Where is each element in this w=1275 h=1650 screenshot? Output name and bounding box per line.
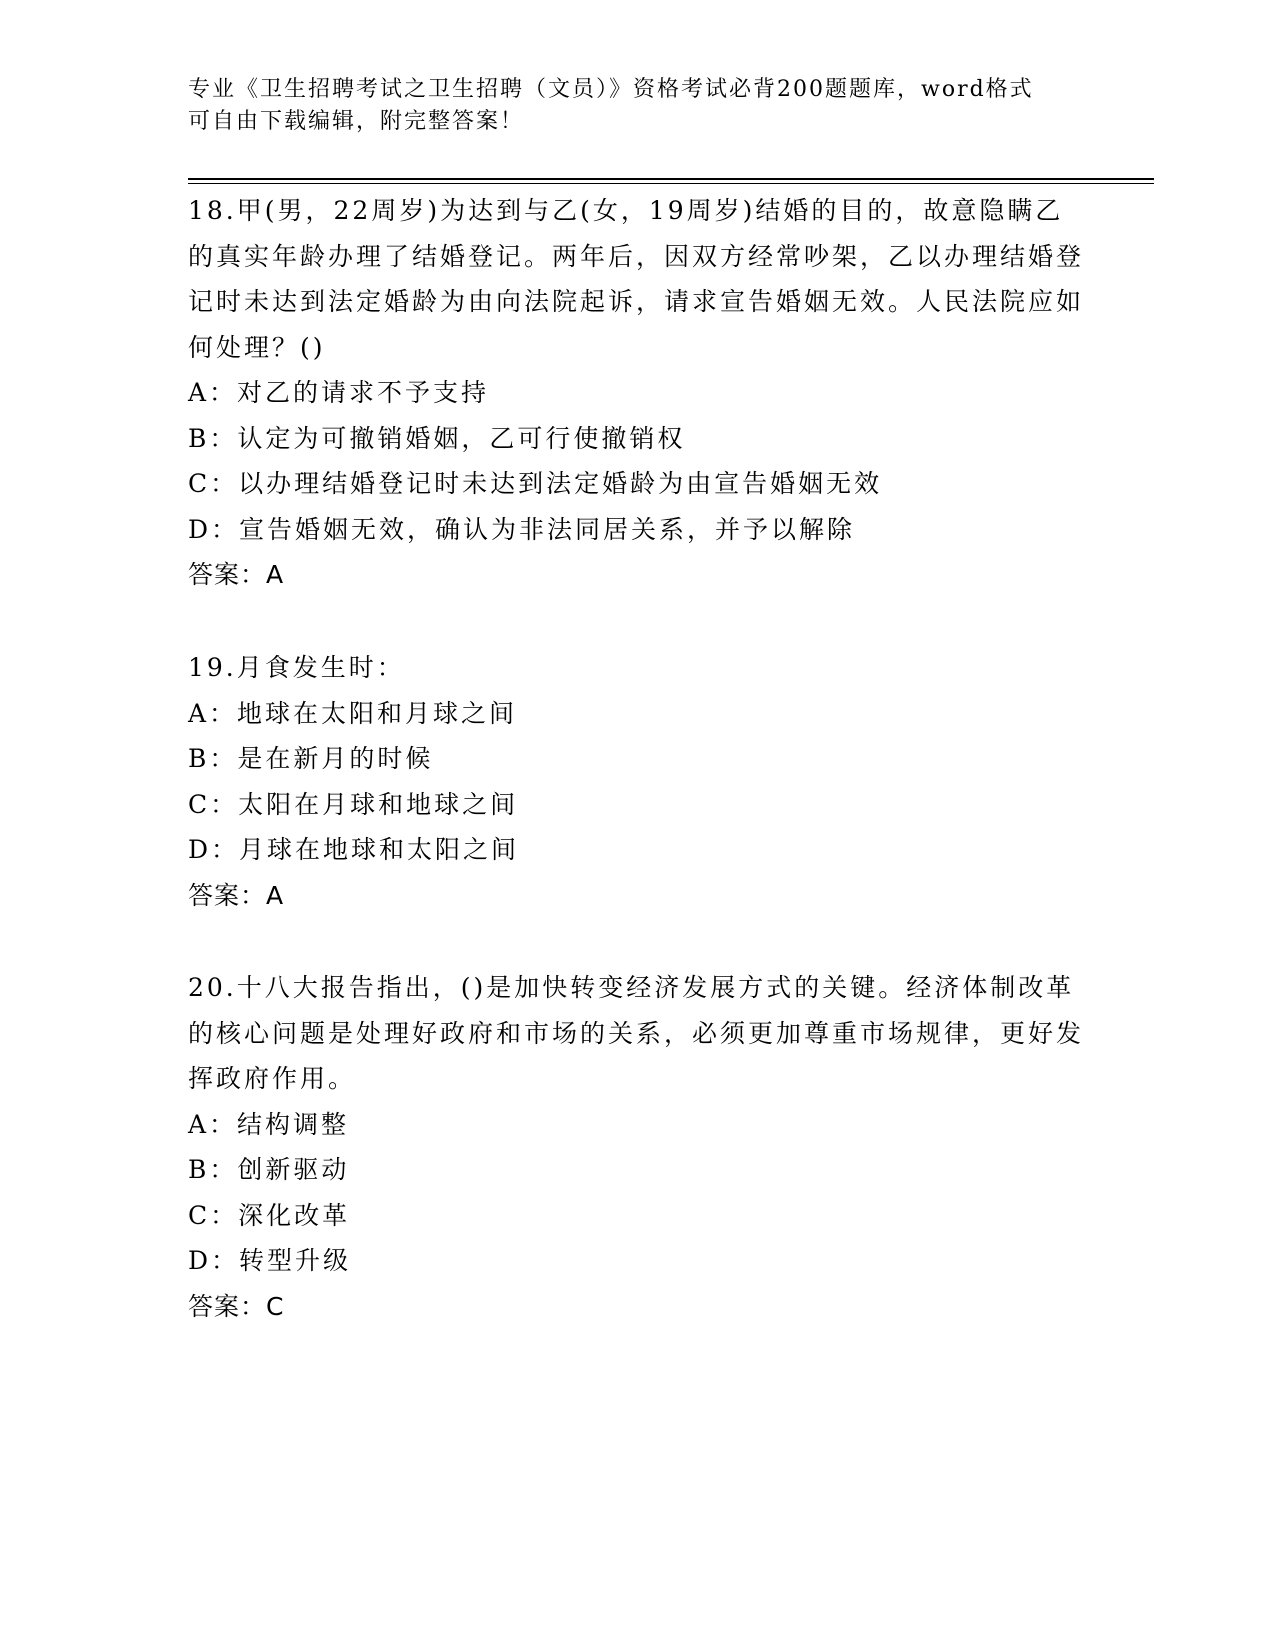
option-a: A：对乙的请求不予支持 bbox=[188, 378, 490, 407]
question-20 bbox=[188, 965, 1088, 1329]
header-line-2: 可自由下载编辑，附完整答案！ bbox=[188, 109, 525, 134]
header-divider-thin bbox=[188, 183, 1154, 184]
option-a: A：地球在太阳和月球之间 bbox=[188, 698, 518, 728]
option-a: A：结构调整 bbox=[188, 1109, 350, 1139]
option-b: B：认定为可撤销婚姻，乙可行使撤销权 bbox=[188, 423, 686, 453]
option-c: C：以办理结婚登记时未达到法定婚龄为由宣告婚姻无效 bbox=[188, 469, 883, 498]
option-c: C：深化改革 bbox=[188, 1200, 351, 1230]
option-d: D：转型升级 bbox=[188, 1246, 352, 1275]
question-stem: 20.十八大报告指出，()是加快转变经济发展方式的关键。经济体制改革的核心问题是处理好政府和市场的关系，必须更加尊重市场规律，更好发挥政府作用。 bbox=[188, 973, 1085, 1093]
answer: 答案：A bbox=[188, 560, 285, 589]
question-18 bbox=[188, 188, 1088, 598]
option-c: C：太阳在月球和地球之间 bbox=[188, 789, 519, 819]
answer: 答案：C bbox=[188, 1291, 285, 1321]
answer: 答案：A bbox=[188, 880, 285, 910]
document-header bbox=[188, 74, 1068, 138]
option-b: B：创新驱动 bbox=[188, 1155, 350, 1184]
header-divider-thick bbox=[188, 178, 1154, 180]
option-d: D：月球在地球和太阳之间 bbox=[188, 835, 520, 864]
question-19 bbox=[188, 645, 1088, 918]
question-stem: 18.甲(男，22周岁)为达到与乙(女，19周岁)结婚的目的，故意隐瞒乙的真实年龄办理了结婚登记。两年后，因双方经常吵架，乙以办理结婚登记时未达到法定婚龄为由向法院起诉，请求宣告婚姻无效。人民法院应如何处理？() bbox=[188, 196, 1085, 362]
header-line-1: 专业《卫生招聘考试之卫生招聘（文员）》资格考试必背200题题库，word格式 bbox=[188, 77, 1034, 102]
option-d: D：宣告婚姻无效，确认为非法同居关系，并予以解除 bbox=[188, 514, 856, 544]
question-stem: 19.月食发生时： bbox=[188, 653, 405, 682]
option-b: B：是在新月的时候 bbox=[188, 744, 434, 773]
